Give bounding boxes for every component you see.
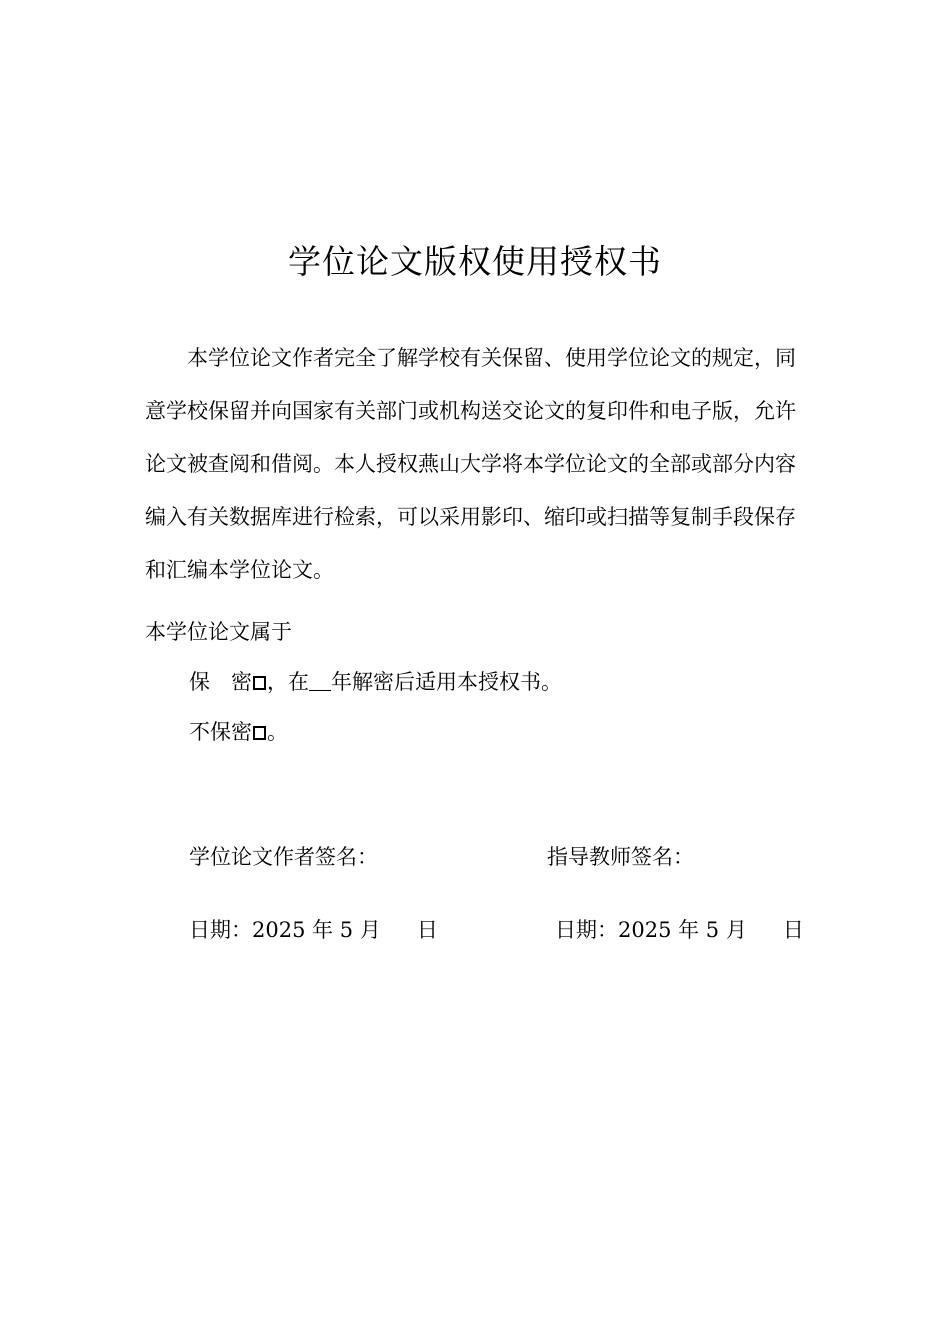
author-signature-label: 学位论文作者签名： xyxy=(189,845,378,869)
not-confidential-label: 不保密 xyxy=(189,720,252,744)
author-date-day: 日 xyxy=(416,918,438,942)
not-confidential-checkbox[interactable] xyxy=(253,726,266,740)
option-not-confidential xyxy=(189,717,288,747)
advisor-signature-label: 指导教师签名： xyxy=(547,845,694,869)
author-date-text: 日期：2025 年 5 月 xyxy=(189,918,381,942)
authorization-paragraph xyxy=(145,332,810,597)
not-confidential-suffix: 。 xyxy=(267,720,288,744)
confidential-checkbox[interactable] xyxy=(253,676,266,690)
confidential-label-a: 保 xyxy=(189,670,210,694)
advisor-date-day: 日 xyxy=(782,918,804,942)
advisor-date-text: 日期：2025 年 5 月 xyxy=(555,918,747,942)
belongs-label: 本学位论文属于 xyxy=(145,620,292,644)
confidential-suffix-b: 年解密后适用本授权书。 xyxy=(331,670,562,694)
page-title: 学位论文版权使用授权书 xyxy=(288,242,662,281)
years-blank xyxy=(309,670,331,691)
advisor-date xyxy=(555,915,804,945)
confidential-suffix-a: ，在 xyxy=(267,670,309,694)
paragraph-text: 本学位论文作者完全了解学校有关保留、使用学位论文的规定，同意学校保留并向国家有关部门或机构送交论文的复印件和电子版，允许论文被查阅和借阅。本人授权燕山大学将本学位论文的全部或部分内容编入有关数据库进行检索，可以采用影印、缩印或扫描等复制手段保存和汇编本学位论文。 xyxy=(145,346,796,582)
confidential-label-b: 密 xyxy=(231,670,252,694)
author-date xyxy=(189,915,438,945)
option-confidential xyxy=(189,667,562,697)
